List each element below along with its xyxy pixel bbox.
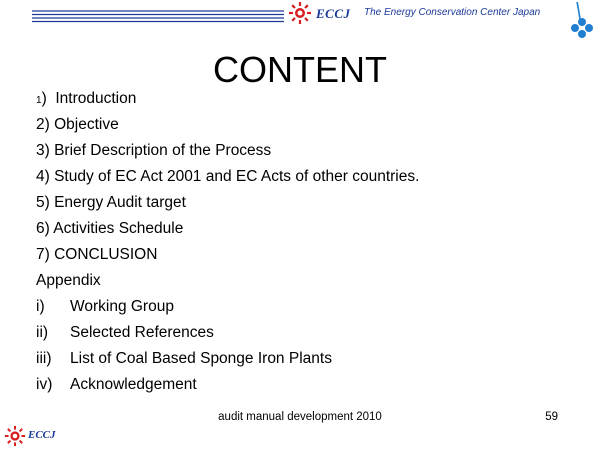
footer-text: audit manual development 2010 xyxy=(218,411,382,423)
appendix-item-label: Working Group xyxy=(70,298,174,315)
eccj-sun-logo-icon xyxy=(288,1,312,25)
slide-title: CONTENT xyxy=(213,49,387,90)
content-list xyxy=(36,86,576,398)
list-item-label: Introduction xyxy=(46,90,137,107)
appendix-item-working-group xyxy=(36,294,576,320)
appendix-item-coal-plants xyxy=(36,346,576,372)
list-item-conclusion: 7) CONCLUSION xyxy=(36,246,158,263)
appendix-item-numeral: i) xyxy=(36,298,45,315)
appendix-item-label: Selected References xyxy=(70,324,214,341)
appendix-item-numeral: iii) xyxy=(36,350,52,367)
list-item-appendix: Appendix xyxy=(36,272,101,289)
appendix-item-label: List of Coal Based Sponge Iron Plants xyxy=(70,350,332,367)
header-rule-lines xyxy=(32,9,284,23)
list-item-paren: ) xyxy=(41,90,47,107)
footer-logo-text: ECCJ xyxy=(28,429,56,441)
list-item-number: 1 xyxy=(36,95,42,106)
page-number: 59 xyxy=(545,411,558,423)
appendix-item-numeral: iv) xyxy=(36,376,53,393)
list-item-ec-act-study: 4) Study of EC Act 2001 and EC Acts of other countries. xyxy=(36,168,420,185)
footer-sun-logo-icon xyxy=(4,425,26,447)
clover-icon xyxy=(565,0,597,44)
list-item-activities-schedule: 6) Activities Schedule xyxy=(36,220,184,237)
appendix-item-numeral: ii) xyxy=(36,324,49,341)
list-item-energy-audit-target: 5) Energy Audit target xyxy=(36,194,186,211)
header-logo-text: ECCJ xyxy=(316,6,351,21)
list-item-process-description: 3) Brief Description of the Process xyxy=(36,142,272,159)
header-organization-name: The Energy Conservation Center Japan xyxy=(364,7,541,18)
appendix-item-acknowledgement xyxy=(36,372,576,398)
appendix-item-label: Acknowledgement xyxy=(70,376,197,393)
list-item-objective: 2) Objective xyxy=(36,116,119,133)
list-item-introduction xyxy=(36,86,576,112)
appendix-item-selected-references xyxy=(36,320,576,346)
